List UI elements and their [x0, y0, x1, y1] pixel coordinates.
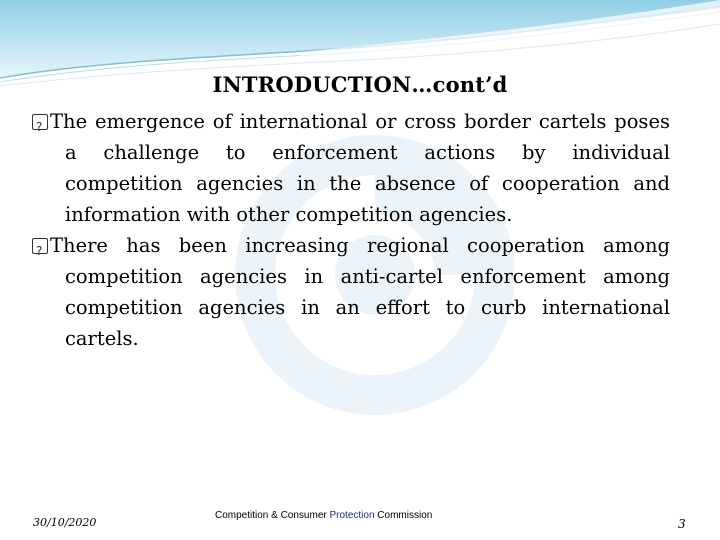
bullet-box-icon: [32, 238, 48, 254]
footer-date: 30/10/2020: [33, 516, 97, 529]
footer-organization: [215, 510, 432, 521]
slide-body: [32, 106, 670, 354]
slide-title: INTRODUCTION…cont’d: [212, 72, 508, 97]
bullet-item: [32, 230, 670, 354]
footer-org-part: Commission: [374, 510, 433, 521]
footer-org-accent: Protection: [329, 510, 375, 521]
bullet-box-icon: [32, 114, 48, 130]
bullet-text: The emergence of international or cross border cartels poses a challenge to enforcement actions by individual competition agencies in the absence of cooperation and information with other competition agencies.: [50, 110, 670, 226]
footer-org-part: Competition & Consumer: [215, 510, 330, 521]
page-number: 3: [678, 517, 686, 531]
bullet-text: There has been increasing regional cooperation among competition agencies in anti-cartel enforcement among competition agencies in an effort to curb international cartels.: [50, 234, 670, 350]
bullet-item: [32, 106, 670, 230]
